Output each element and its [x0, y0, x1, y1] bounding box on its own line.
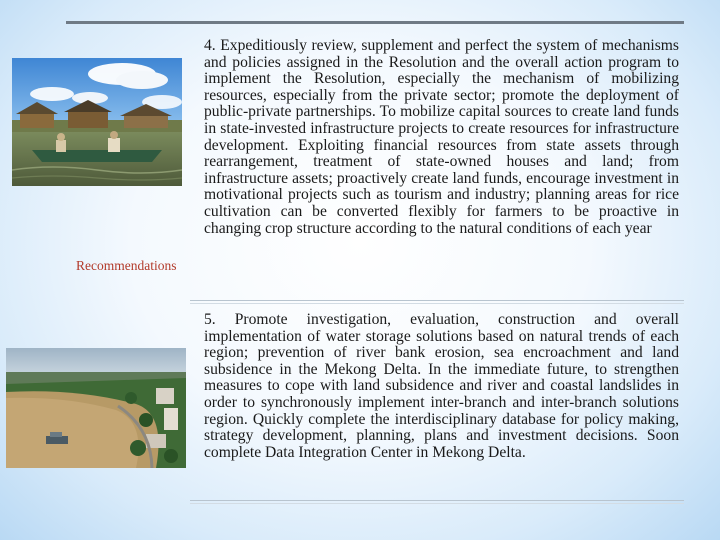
middle-divider-shadow [190, 303, 684, 304]
bottom-divider [190, 500, 684, 501]
mekong-river-aerial-photo [6, 348, 186, 468]
top-divider [66, 21, 684, 24]
paragraph-4: 4. Expeditiously review, supplement and perfect the system of mechanisms and policies assigned in the Resolution and the overall action program to implement the Resolution, especially the mechanism of mobilizing resources, especially from the private sector; promote the deployment of public-private partnerships. To mobilize capital sources to create land funds in state-invested infrastructure projects to create resources for infrastructure development. Exploiting financial resources from state assets through rearrangement, treatment of state-owned houses and land; from infrastructure assets; proactively create land funds, encourage investment in motivational projects such as tourism and industry; planning areas for rice cultivation can be converted flexibly for farmers to be proactive in changing crop structure according to the natural conditions of each year [204, 37, 679, 237]
bottom-divider-shadow [190, 503, 684, 504]
recommendations-label: Recommendations [76, 258, 177, 273]
middle-divider [190, 300, 684, 301]
paragraph-5: 5. Promote investigation, evaluation, construction and overall implementation of water storage solutions based on natural trends of each region; prevention of river bank erosion, sea encroachment and land subsidence in the Mekong Delta. In the immediate future, to strengthen measures to cope with land subsidence and river and coastal landslides in order to synchronously implement inter-branch and inter-branch solutions region. Quickly complete the interdisciplinary database for policy making, strategy development, planning, plans and investment decisions. Soon complete Data Integration Center in Mekong Delta. [204, 311, 679, 461]
floating-village-photo [12, 58, 182, 186]
